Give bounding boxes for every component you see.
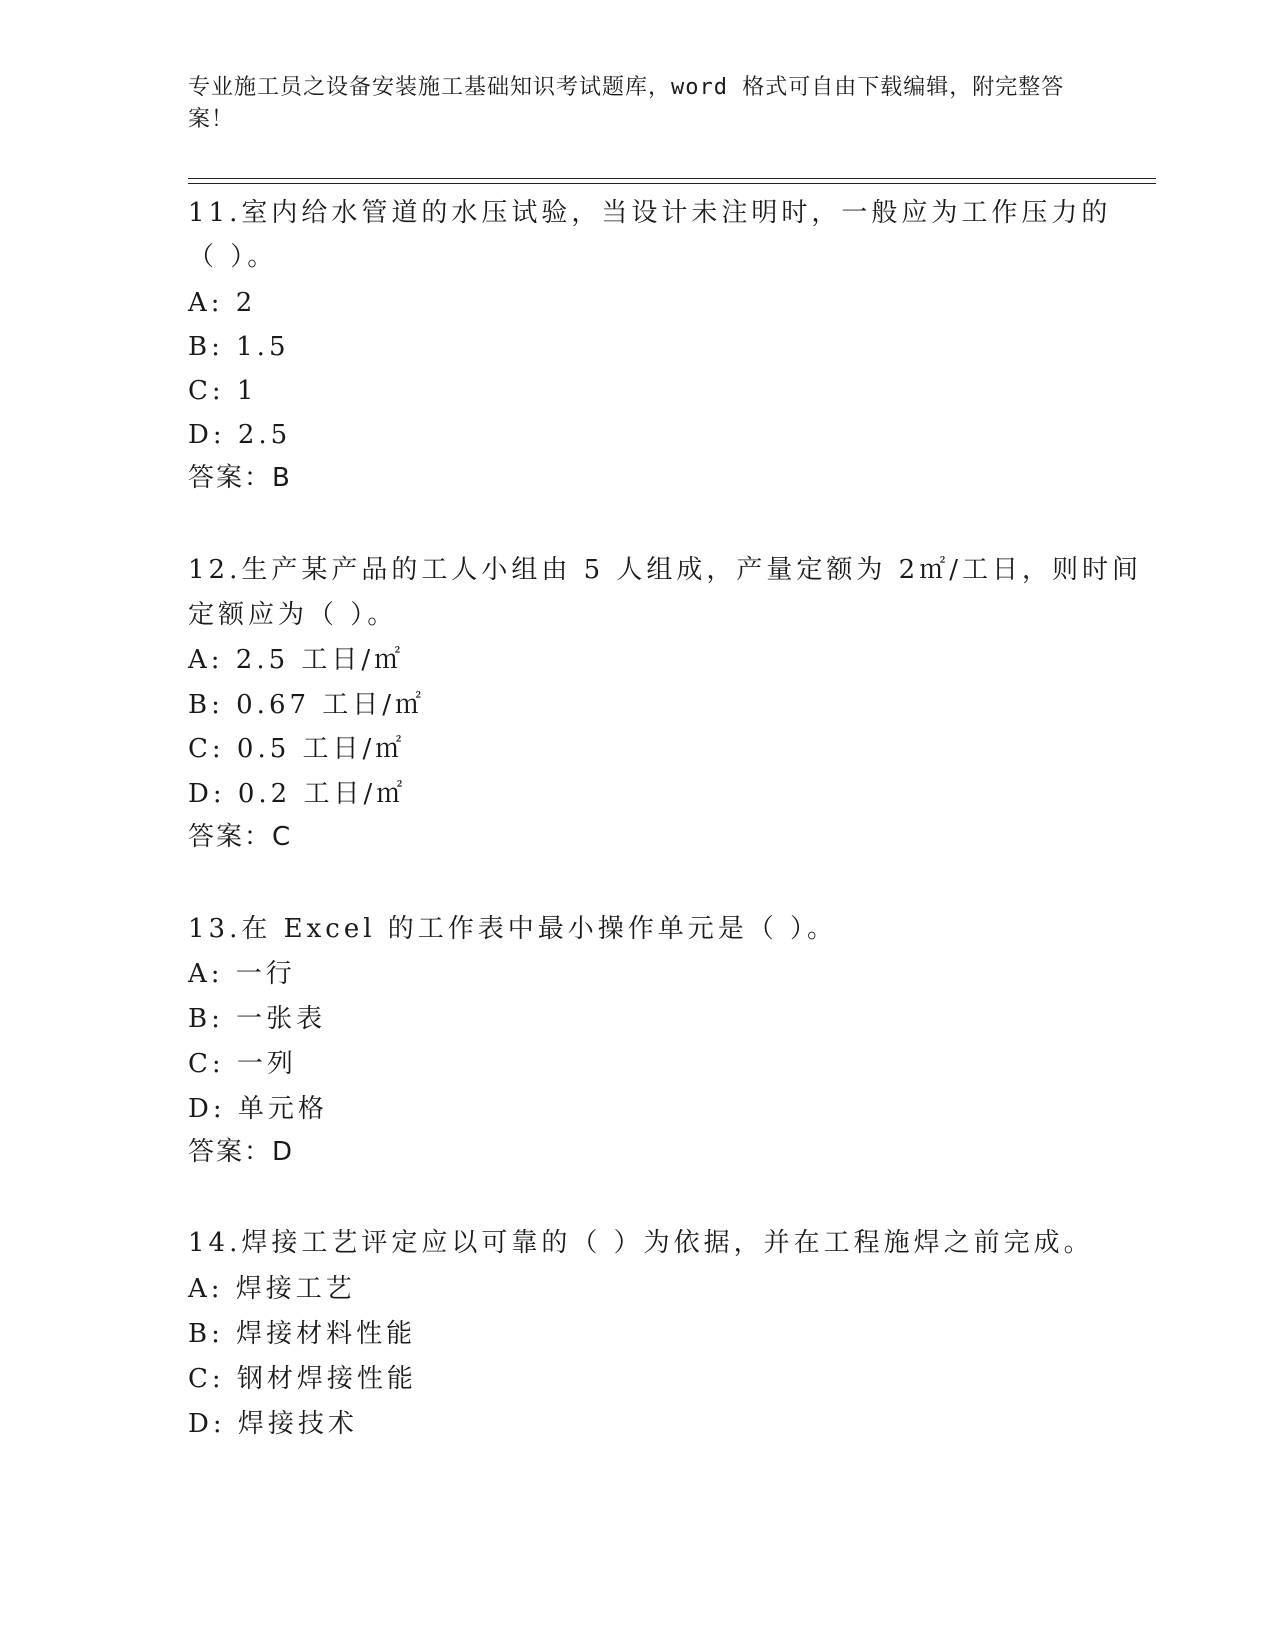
question-11-option-c: C: 1 (188, 376, 258, 406)
question-12-answer: 答案：C (188, 822, 293, 852)
question-14-option-c: C: 钢材焊接性能 (188, 1364, 417, 1394)
question-13-answer: 答案：D (188, 1137, 295, 1167)
question-11-option-a: A: 2 (188, 288, 257, 318)
question-14-stem-line1: 14.焊接工艺评定应以可靠的（ ）为依据，并在工程施焊之前完成。 (188, 1228, 1094, 1258)
question-13-option-a: A: 一行 (188, 959, 296, 989)
question-13-stem-line1: 13.在 Excel 的工作表中最小操作单元是（ ）。 (188, 914, 838, 944)
question-14-option-b: B: 焊接材料性能 (188, 1319, 417, 1349)
question-13-option-c: C: 一列 (188, 1049, 297, 1079)
header-divider-top (188, 178, 1156, 179)
question-11-option-d: D: 2.5 (188, 420, 292, 450)
question-12-option-c: C: 0.5 工日/㎡ (188, 734, 406, 764)
question-11-stem-line2: （ ）。 (188, 242, 278, 272)
question-11-answer: 答案：B (188, 463, 292, 493)
question-14-option-a: A: 焊接工艺 (188, 1274, 356, 1304)
question-11-stem-line1: 11.室内给水管道的水压试验，当设计未注明时，一般应为工作压力的 (188, 198, 1112, 228)
question-12-option-d: D: 0.2 工日/㎡ (188, 779, 407, 809)
document-header: 专业施工员之设备安装施工基础知识考试题库，word 格式可自由下载编辑，附完整答案！ (188, 75, 1065, 132)
question-13-option-d: D: 单元格 (188, 1094, 328, 1124)
question-14-option-d: D: 焊接技术 (188, 1409, 358, 1439)
question-13-option-b: B: 一张表 (188, 1004, 327, 1034)
question-12-stem-line2: 定额应为（ ）。 (188, 600, 398, 630)
question-12-option-b: B: 0.67 工日/㎡ (188, 690, 426, 720)
header-divider-bottom (188, 183, 1156, 184)
question-12-stem-line1: 12.生产某产品的工人小组由 5 人组成，产量定额为 2㎡/工日，则时间 (188, 555, 1142, 585)
question-11-option-b: B: 1.5 (188, 332, 290, 362)
question-12-option-a: A: 2.5 工日/㎡ (188, 645, 405, 675)
